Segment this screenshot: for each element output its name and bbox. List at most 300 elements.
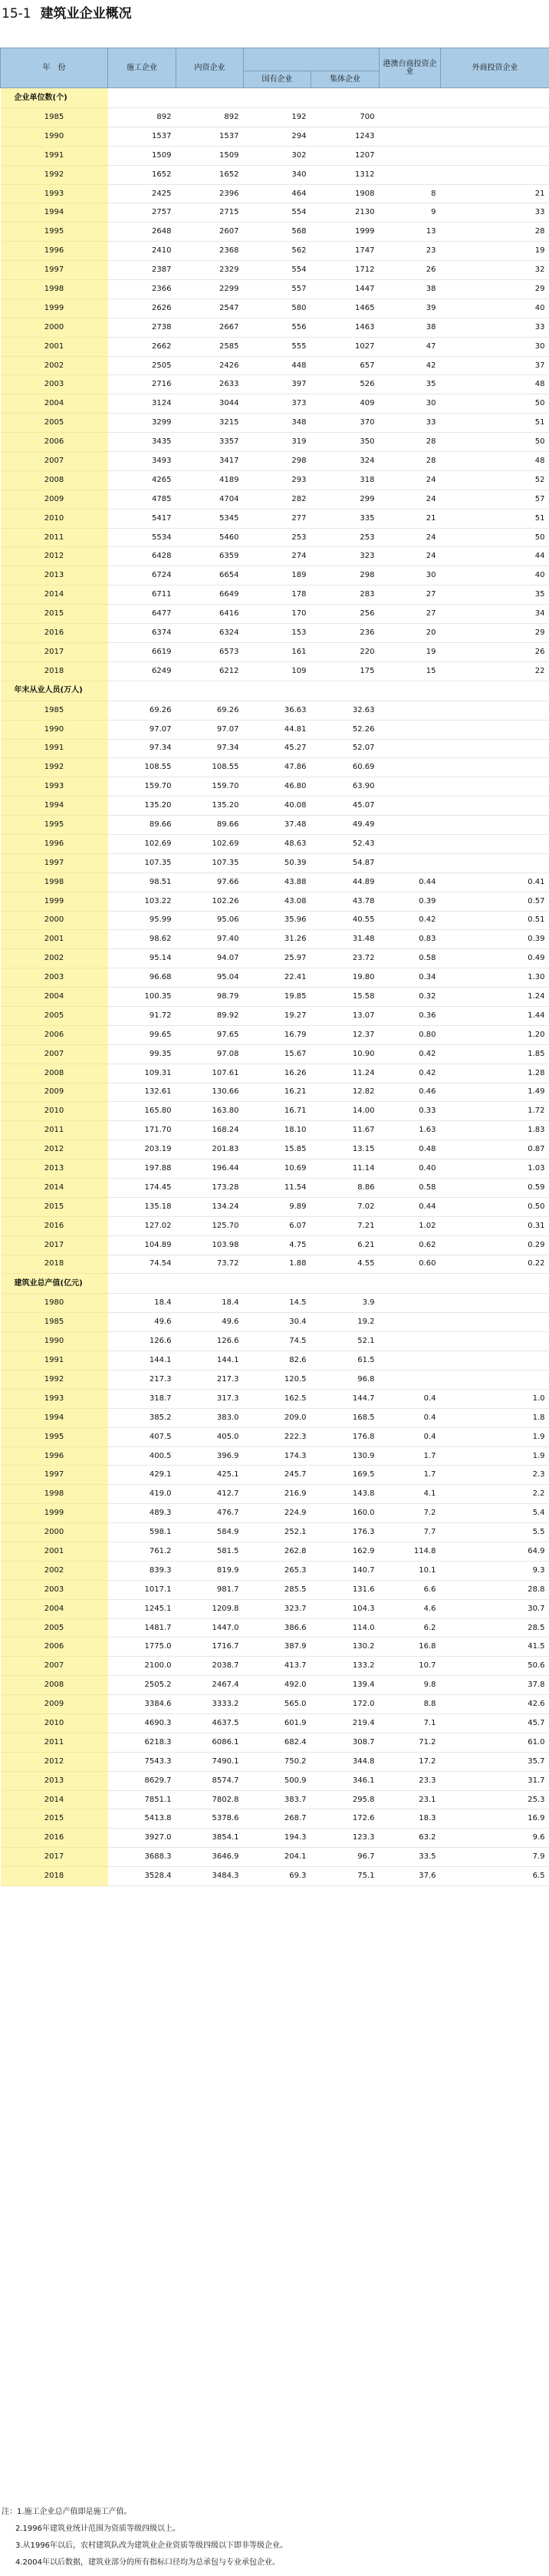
- year-cell: 2000: [1, 1523, 108, 1542]
- year-cell: 2010: [1, 509, 108, 528]
- value-cell: 52.26: [311, 720, 380, 739]
- value-cell: 293: [244, 470, 311, 490]
- value-cell: 44.81: [244, 720, 311, 739]
- value-cell: 19.2: [311, 1313, 380, 1332]
- value-cell: 10.1: [380, 1561, 441, 1580]
- value-cell: 5534: [108, 528, 176, 547]
- value-cell: 27: [380, 605, 441, 624]
- value-cell: 6711: [108, 585, 176, 605]
- value-cell: 23: [380, 242, 441, 261]
- value-cell: 6374: [108, 624, 176, 643]
- value-cell: 16.26: [244, 1064, 311, 1083]
- header-state: 国有企业: [244, 71, 311, 88]
- year-cell: 2003: [1, 968, 108, 988]
- value-cell: 6218.3: [108, 1733, 176, 1752]
- year-cell: 1995: [1, 223, 108, 242]
- empty-cell: [311, 1274, 380, 1294]
- year-cell: 1990: [1, 720, 108, 739]
- value-cell: 99.35: [108, 1044, 176, 1064]
- value-cell: 1.85: [441, 1044, 549, 1064]
- value-cell: 153: [244, 624, 311, 643]
- section-label: 年末从业人员(万人): [1, 681, 108, 701]
- value-cell: 139.4: [311, 1676, 380, 1695]
- value-cell: [441, 146, 549, 165]
- value-cell: 1.28: [441, 1064, 549, 1083]
- value-cell: [380, 1313, 441, 1332]
- value-cell: 2426: [176, 356, 244, 375]
- year-cell: 2014: [1, 585, 108, 605]
- value-cell: 489.3: [108, 1504, 176, 1523]
- table-row: [1, 1102, 549, 1121]
- value-cell: 2633: [176, 375, 244, 394]
- table-row: [1, 394, 549, 414]
- value-cell: 1999: [311, 223, 380, 242]
- year-cell: 2005: [1, 414, 108, 433]
- table-row: [1, 1064, 549, 1083]
- value-cell: 33.5: [380, 1848, 441, 1867]
- value-cell: 73.72: [176, 1255, 244, 1274]
- table-row: [1, 337, 549, 356]
- year-cell: 2016: [1, 1216, 108, 1235]
- value-cell: 6416: [176, 605, 244, 624]
- table-row: [1, 490, 549, 509]
- value-cell: [380, 720, 441, 739]
- empty-cell: [176, 1274, 244, 1294]
- value-cell: 34: [441, 605, 549, 624]
- table-row: [1, 701, 549, 720]
- value-cell: [441, 834, 549, 853]
- table-row: [1, 720, 549, 739]
- table-row: [1, 911, 549, 930]
- value-cell: 4637.5: [176, 1714, 244, 1733]
- value-cell: 28: [380, 452, 441, 471]
- value-cell: 0.42: [380, 1064, 441, 1083]
- year-cell: 2000: [1, 318, 108, 337]
- value-cell: 557: [244, 280, 311, 299]
- value-cell: 3215: [176, 414, 244, 433]
- value-cell: 33: [441, 318, 549, 337]
- value-cell: 43.78: [311, 892, 380, 911]
- value-cell: 0.4: [380, 1389, 441, 1408]
- year-cell: 2014: [1, 1790, 108, 1809]
- value-cell: 0.36: [380, 1006, 441, 1025]
- table-row: [1, 1408, 549, 1427]
- value-cell: 131.6: [311, 1580, 380, 1599]
- value-cell: 9: [380, 203, 441, 223]
- value-cell: 42.6: [441, 1695, 549, 1714]
- table-row: [1, 203, 549, 223]
- value-cell: 1027: [311, 337, 380, 356]
- value-cell: 18.4: [108, 1294, 176, 1313]
- table-row: [1, 127, 549, 146]
- value-cell: 0.48: [380, 1140, 441, 1159]
- value-cell: 48: [441, 452, 549, 471]
- value-cell: 38: [380, 318, 441, 337]
- year-cell: 1985: [1, 1313, 108, 1332]
- value-cell: 1.72: [441, 1102, 549, 1121]
- value-cell: 5413.8: [108, 1809, 176, 1829]
- value-cell: 6724: [108, 566, 176, 585]
- value-cell: 162.5: [244, 1389, 311, 1408]
- value-cell: 3646.9: [176, 1848, 244, 1867]
- year-cell: 2010: [1, 1102, 108, 1121]
- value-cell: 176.3: [311, 1523, 380, 1542]
- value-cell: [441, 1332, 549, 1351]
- value-cell: 217.3: [108, 1370, 176, 1390]
- value-cell: 50: [441, 394, 549, 414]
- year-cell: 2009: [1, 1695, 108, 1714]
- value-cell: 1509: [108, 146, 176, 165]
- value-cell: 127.02: [108, 1216, 176, 1235]
- value-cell: 6654: [176, 566, 244, 585]
- value-cell: 132.61: [108, 1083, 176, 1102]
- value-cell: 130.2: [311, 1638, 380, 1657]
- value-cell: 580: [244, 298, 311, 318]
- table-row: [1, 1867, 549, 1886]
- value-cell: 13: [380, 223, 441, 242]
- value-cell: 103.98: [176, 1235, 244, 1255]
- year-cell: 2006: [1, 1025, 108, 1044]
- value-cell: 46.80: [244, 777, 311, 797]
- value-cell: 43.08: [244, 892, 311, 911]
- footnotes: [2, 2504, 547, 2571]
- value-cell: 98.79: [176, 988, 244, 1007]
- value-cell: 61.5: [311, 1351, 380, 1370]
- value-cell: 51: [441, 509, 549, 528]
- value-cell: 126.6: [108, 1332, 176, 1351]
- value-cell: 135.20: [108, 797, 176, 816]
- value-cell: 412.7: [176, 1485, 244, 1504]
- value-cell: 12.37: [311, 1025, 380, 1044]
- value-cell: 178: [244, 585, 311, 605]
- value-cell: 1.02: [380, 1216, 441, 1235]
- value-cell: 323.7: [244, 1599, 311, 1618]
- value-cell: 657: [311, 356, 380, 375]
- value-cell: 1.24: [441, 988, 549, 1007]
- year-cell: 2016: [1, 624, 108, 643]
- value-cell: 30: [380, 566, 441, 585]
- value-cell: 761.2: [108, 1542, 176, 1562]
- year-cell: 1998: [1, 280, 108, 299]
- table-row: [1, 624, 549, 643]
- value-cell: 10.69: [244, 1159, 311, 1179]
- empty-cell: [441, 88, 549, 108]
- value-cell: 256: [311, 605, 380, 624]
- table-row: [1, 661, 549, 681]
- value-cell: 26: [380, 261, 441, 280]
- value-cell: 1.49: [441, 1083, 549, 1102]
- empty-cell: [311, 88, 380, 108]
- value-cell: [441, 1370, 549, 1390]
- value-cell: 99.65: [108, 1025, 176, 1044]
- table-row: [1, 566, 549, 585]
- year-cell: 2014: [1, 1178, 108, 1197]
- year-cell: 2018: [1, 1867, 108, 1886]
- value-cell: [380, 1332, 441, 1351]
- value-cell: 1.88: [244, 1255, 311, 1274]
- table-row: [1, 318, 549, 337]
- value-cell: 6086.1: [176, 1733, 244, 1752]
- value-cell: 8.86: [311, 1178, 380, 1197]
- table-row: [1, 1848, 549, 1867]
- value-cell: 565.0: [244, 1695, 311, 1714]
- year-cell: 2007: [1, 1657, 108, 1676]
- header-total: 施工企业: [108, 48, 176, 88]
- table-row: [1, 414, 549, 433]
- table-row: [1, 1313, 549, 1332]
- year-cell: 2018: [1, 661, 108, 681]
- table-row: [1, 1235, 549, 1255]
- value-cell: 49.49: [311, 816, 380, 835]
- empty-cell: [244, 1274, 311, 1294]
- value-cell: 407.5: [108, 1427, 176, 1446]
- value-cell: 1537: [176, 127, 244, 146]
- value-cell: 222.3: [244, 1427, 311, 1446]
- value-cell: 318: [311, 470, 380, 490]
- value-cell: 6.07: [244, 1216, 311, 1235]
- value-cell: 253: [311, 528, 380, 547]
- value-cell: 44.89: [311, 872, 380, 892]
- value-cell: 819.9: [176, 1561, 244, 1580]
- value-cell: 2396: [176, 184, 244, 203]
- value-cell: 2716: [108, 375, 176, 394]
- value-cell: 15.58: [311, 988, 380, 1007]
- value-cell: 5.4: [441, 1504, 549, 1523]
- value-cell: 172.0: [311, 1695, 380, 1714]
- value-cell: 35: [441, 585, 549, 605]
- value-cell: 298: [311, 566, 380, 585]
- value-cell: 28.5: [441, 1618, 549, 1638]
- value-cell: 4189: [176, 470, 244, 490]
- value-cell: 6.2: [380, 1618, 441, 1638]
- value-cell: 24: [380, 547, 441, 566]
- value-cell: 201.83: [176, 1140, 244, 1159]
- table-row: [1, 1504, 549, 1523]
- value-cell: 7.02: [311, 1197, 380, 1216]
- value-cell: 413.7: [244, 1657, 311, 1676]
- value-cell: 15: [380, 661, 441, 681]
- value-cell: 2100.0: [108, 1657, 176, 1676]
- value-cell: 143.8: [311, 1485, 380, 1504]
- value-cell: 1243: [311, 127, 380, 146]
- value-cell: 30: [380, 394, 441, 414]
- value-cell: 1.8: [441, 1408, 549, 1427]
- value-cell: 0.42: [380, 911, 441, 930]
- value-cell: 2038.7: [176, 1657, 244, 1676]
- value-cell: 0.34: [380, 968, 441, 988]
- value-cell: 0.41: [441, 872, 549, 892]
- value-cell: 274: [244, 547, 311, 566]
- value-cell: 219.4: [311, 1714, 380, 1733]
- value-cell: 1312: [311, 165, 380, 184]
- value-cell: 3484.3: [176, 1867, 244, 1886]
- value-cell: 97.07: [176, 720, 244, 739]
- value-cell: 400.5: [108, 1446, 176, 1466]
- value-cell: 69.3: [244, 1867, 311, 1886]
- value-cell: 6573: [176, 642, 244, 661]
- value-cell: 1.7: [380, 1466, 441, 1485]
- table-row: [1, 1178, 549, 1197]
- year-cell: 2016: [1, 1829, 108, 1848]
- value-cell: 2505.2: [108, 1676, 176, 1695]
- value-cell: 6619: [108, 642, 176, 661]
- empty-cell: [108, 681, 176, 701]
- value-cell: 568: [244, 223, 311, 242]
- table-row: [1, 1695, 549, 1714]
- value-cell: 120.5: [244, 1370, 311, 1390]
- value-cell: 2648: [108, 223, 176, 242]
- value-cell: 13.07: [311, 1006, 380, 1025]
- value-cell: 6428: [108, 547, 176, 566]
- value-cell: 97.65: [176, 1025, 244, 1044]
- table-row: [1, 797, 549, 816]
- table-row: [1, 298, 549, 318]
- table-row: [1, 1618, 549, 1638]
- year-cell: 2010: [1, 1714, 108, 1733]
- value-cell: 8.8: [380, 1695, 441, 1714]
- value-cell: 7543.3: [108, 1752, 176, 1771]
- value-cell: 94.07: [176, 949, 244, 968]
- value-cell: 174.3: [244, 1446, 311, 1466]
- value-cell: 89.66: [108, 816, 176, 835]
- year-cell: 1997: [1, 261, 108, 280]
- value-cell: 21: [380, 509, 441, 528]
- value-cell: 9.3: [441, 1561, 549, 1580]
- value-cell: 98.62: [108, 930, 176, 949]
- value-cell: 40.55: [311, 911, 380, 930]
- value-cell: 1447.0: [176, 1618, 244, 1638]
- value-cell: 35.7: [441, 1752, 549, 1771]
- value-cell: 3435: [108, 433, 176, 452]
- value-cell: 1747: [311, 242, 380, 261]
- value-cell: 28: [441, 223, 549, 242]
- header-domestic-group: [244, 48, 380, 71]
- value-cell: [380, 777, 441, 797]
- table-row: [1, 1427, 549, 1446]
- value-cell: 1.7: [380, 1446, 441, 1466]
- year-cell: 2013: [1, 1771, 108, 1790]
- value-cell: 33: [380, 414, 441, 433]
- value-cell: 601.9: [244, 1714, 311, 1733]
- value-cell: 1509: [176, 146, 244, 165]
- value-cell: 2662: [108, 337, 176, 356]
- year-cell: 1999: [1, 298, 108, 318]
- table-row: [1, 872, 549, 892]
- value-cell: 135.18: [108, 1197, 176, 1216]
- value-cell: 1207: [311, 146, 380, 165]
- value-cell: 350: [311, 433, 380, 452]
- value-cell: 91.72: [108, 1006, 176, 1025]
- table-row: [1, 1197, 549, 1216]
- year-cell: 2015: [1, 605, 108, 624]
- section-header-row: [1, 681, 549, 701]
- value-cell: 43.88: [244, 872, 311, 892]
- empty-cell: [380, 1274, 441, 1294]
- year-cell: 1992: [1, 758, 108, 777]
- value-cell: 324: [311, 452, 380, 471]
- value-cell: 1245.1: [108, 1599, 176, 1618]
- value-cell: 40.08: [244, 797, 311, 816]
- footnote-3: 3.从1996年以后，农村建筑队改为建筑业企业资质等级四级以下即非等级企业。: [15, 2541, 288, 2550]
- value-cell: 19: [380, 642, 441, 661]
- value-cell: 52.43: [311, 834, 380, 853]
- value-cell: 2667: [176, 318, 244, 337]
- value-cell: 1209.8: [176, 1599, 244, 1618]
- value-cell: 216.9: [244, 1485, 311, 1504]
- table-row: [1, 470, 549, 490]
- value-cell: 1.9: [441, 1427, 549, 1446]
- value-cell: 419.0: [108, 1485, 176, 1504]
- year-cell: 2002: [1, 356, 108, 375]
- value-cell: 5.5: [441, 1523, 549, 1542]
- value-cell: 50.6: [441, 1657, 549, 1676]
- value-cell: 19.27: [244, 1006, 311, 1025]
- value-cell: 26: [441, 642, 549, 661]
- header-collective: 集体企业: [311, 71, 380, 88]
- value-cell: 1652: [176, 165, 244, 184]
- table-title: 建筑业企业概况: [40, 6, 132, 21]
- value-cell: 8574.7: [176, 1771, 244, 1790]
- value-cell: 123.3: [311, 1829, 380, 1848]
- value-cell: 28.8: [441, 1580, 549, 1599]
- year-cell: 2008: [1, 470, 108, 490]
- value-cell: 14.00: [311, 1102, 380, 1121]
- value-cell: 562: [244, 242, 311, 261]
- value-cell: 285.5: [244, 1580, 311, 1599]
- value-cell: 97.40: [176, 930, 244, 949]
- value-cell: 6324: [176, 624, 244, 643]
- value-cell: [380, 146, 441, 165]
- header-domestic: 内资企业: [176, 48, 244, 88]
- year-cell: 2007: [1, 452, 108, 471]
- value-cell: 335: [311, 509, 380, 528]
- value-cell: 1775.0: [108, 1638, 176, 1657]
- table-row: [1, 1370, 549, 1390]
- year-cell: 2006: [1, 1638, 108, 1657]
- value-cell: 23.1: [380, 1790, 441, 1809]
- value-cell: 69.26: [108, 701, 176, 720]
- table-row: [1, 375, 549, 394]
- value-cell: 114.8: [380, 1542, 441, 1562]
- table-row: [1, 108, 549, 127]
- value-cell: 30.4: [244, 1313, 311, 1332]
- value-cell: [441, 701, 549, 720]
- year-cell: 1996: [1, 1446, 108, 1466]
- value-cell: 204.1: [244, 1848, 311, 1867]
- value-cell: 0.49: [441, 949, 549, 968]
- value-cell: 69.26: [176, 701, 244, 720]
- value-cell: 0.31: [441, 1216, 549, 1235]
- value-cell: 108.55: [176, 758, 244, 777]
- value-cell: 9.8: [380, 1676, 441, 1695]
- value-cell: 6.5: [441, 1867, 549, 1886]
- year-cell: 2002: [1, 1561, 108, 1580]
- value-cell: 96.8: [311, 1370, 380, 1390]
- year-cell: 1980: [1, 1294, 108, 1313]
- value-cell: 346.1: [311, 1771, 380, 1790]
- value-cell: 1.44: [441, 1006, 549, 1025]
- value-cell: 282: [244, 490, 311, 509]
- year-cell: 2004: [1, 988, 108, 1007]
- value-cell: [380, 797, 441, 816]
- value-cell: 3299: [108, 414, 176, 433]
- value-cell: 74.54: [108, 1255, 176, 1274]
- table-row: [1, 585, 549, 605]
- value-cell: 31.26: [244, 930, 311, 949]
- value-cell: 63.2: [380, 1829, 441, 1848]
- table-header: [1, 48, 549, 88]
- table-row: [1, 547, 549, 566]
